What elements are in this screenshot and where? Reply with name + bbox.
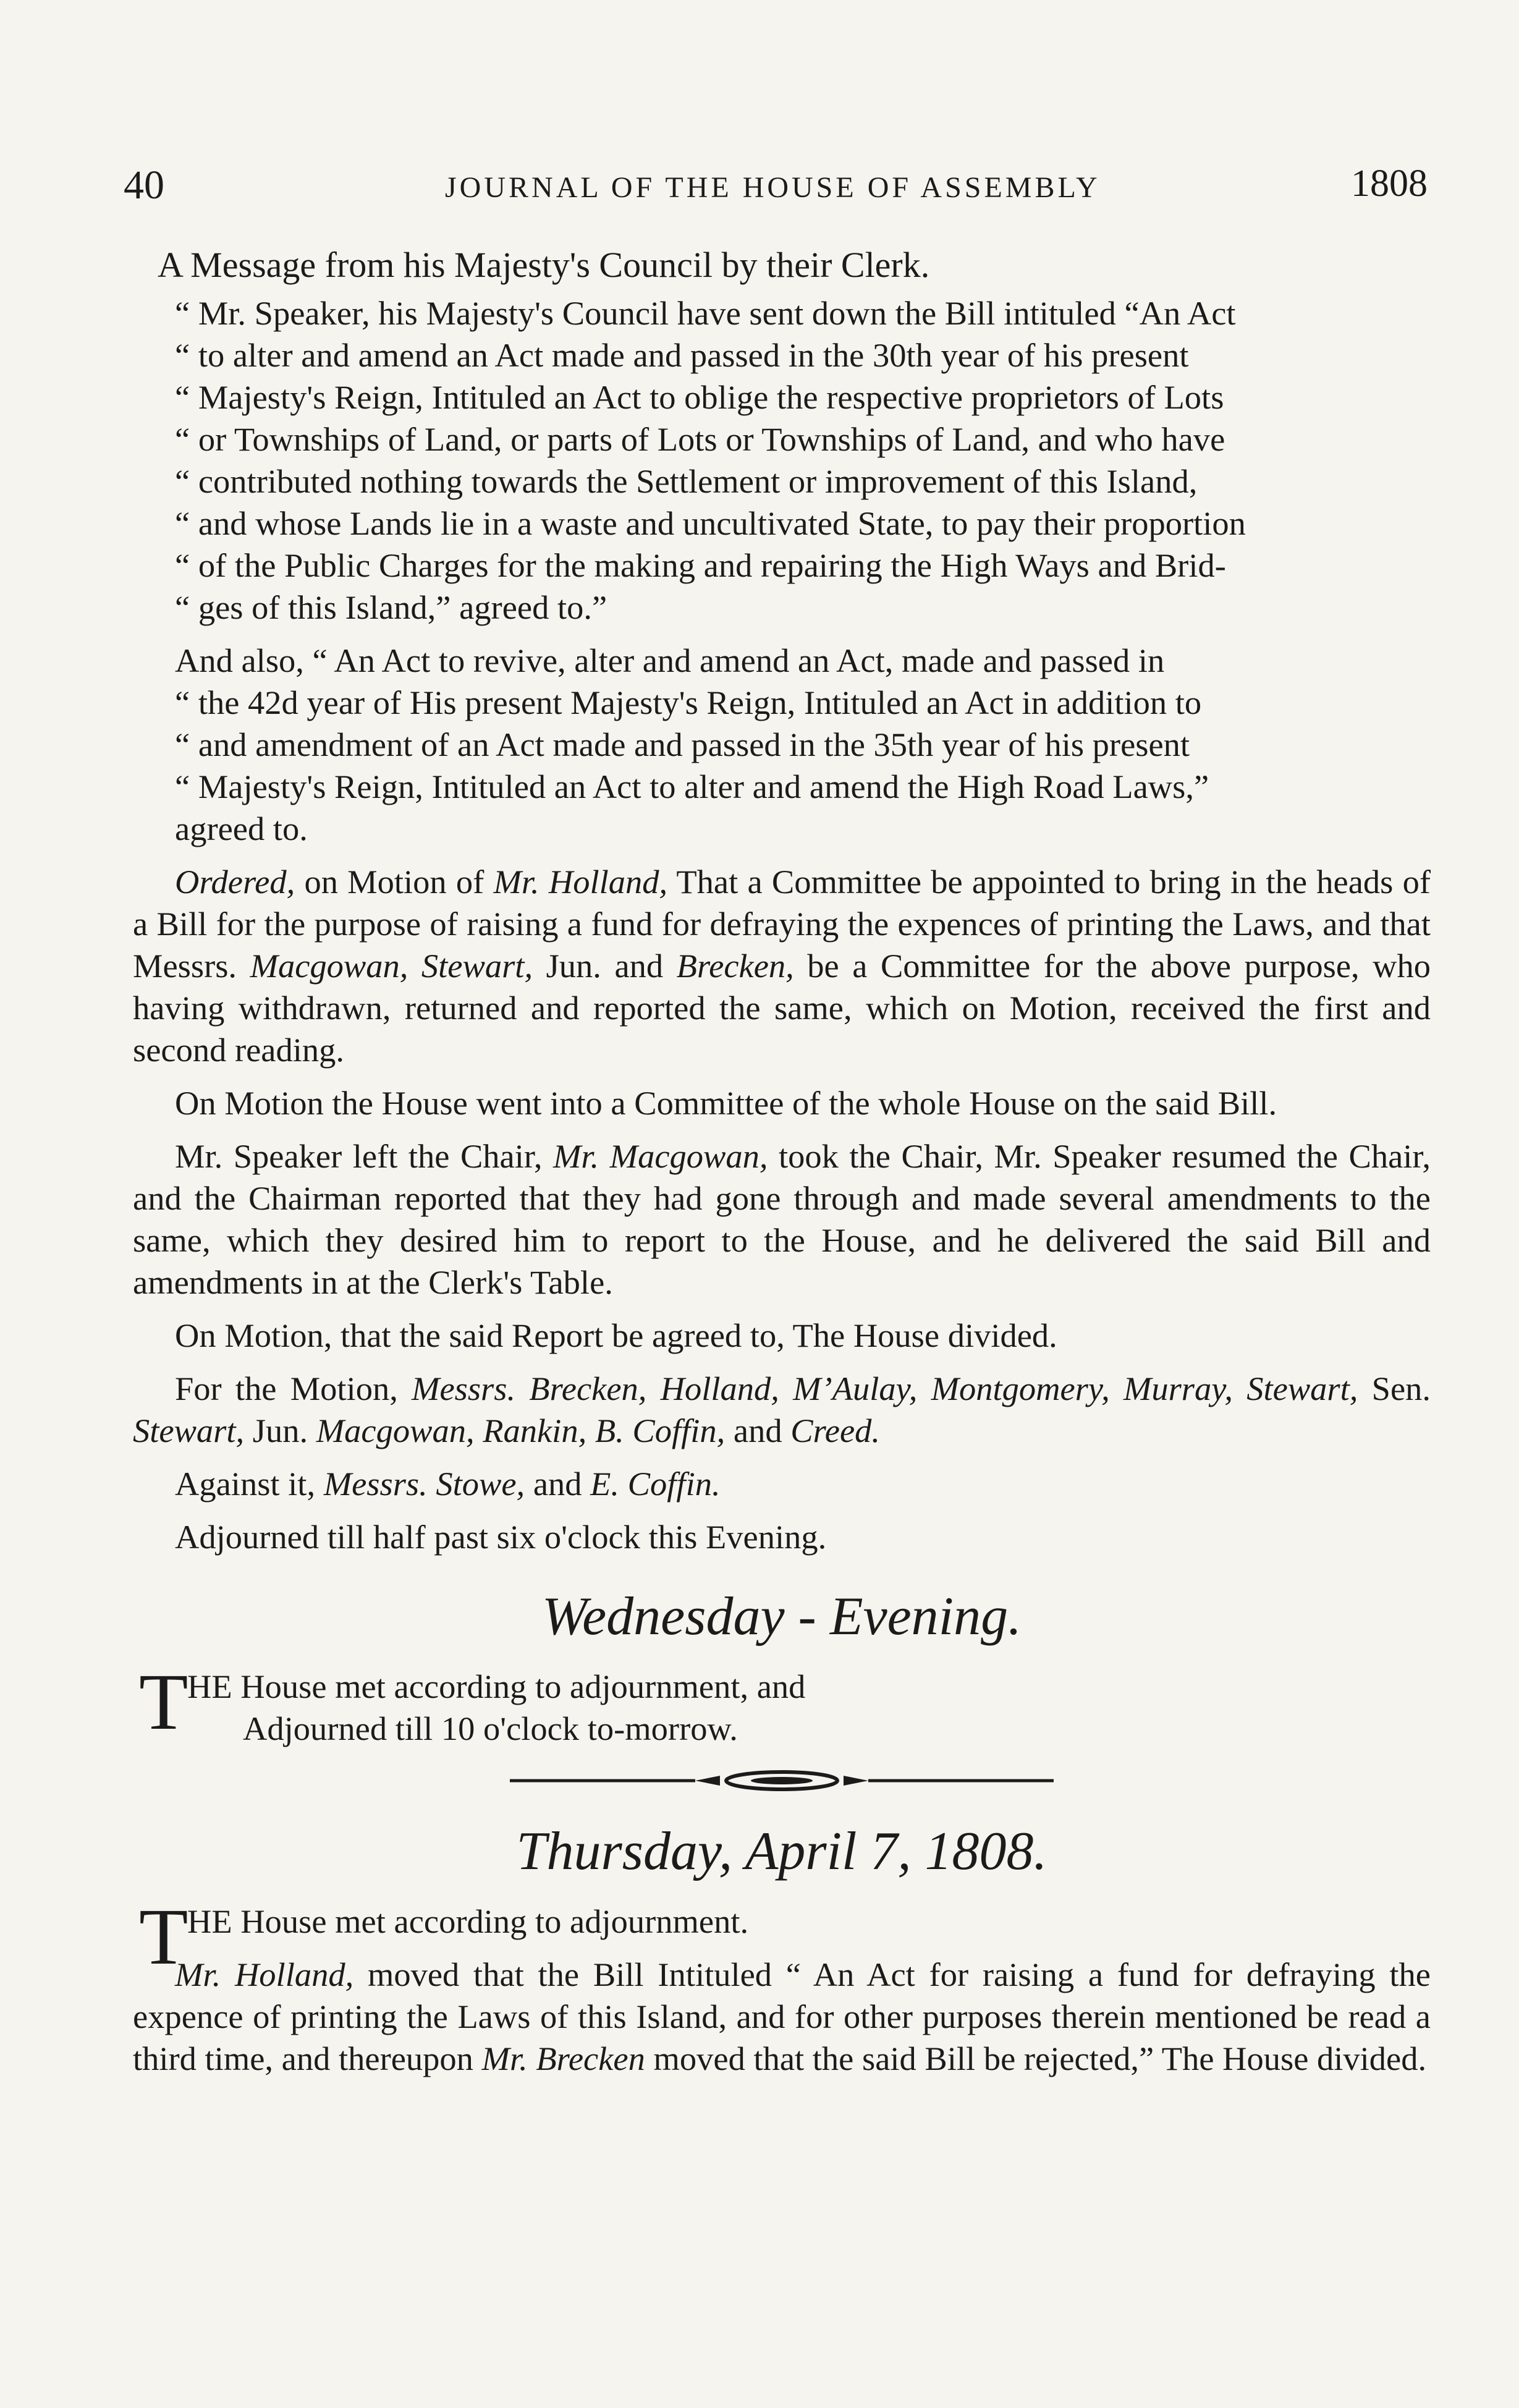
ordered-text: That a Committee be appointed to bring in the heads of a Bill for the purpose of raising a fund for defraying the expences of printing the Laws, and that Messrs.	[133, 863, 1431, 985]
holland-motion-paragraph	[133, 1954, 1431, 2080]
motion-text: moved that the Bill Intituled “ An Act for raising a fund for defraying the expence of printing the Laws of this Island, and for other purposes therein mentioned be read a third time, and thereupon	[133, 1956, 1431, 2077]
ordered-text: Jun. and	[533, 947, 677, 985]
page-header	[124, 162, 1428, 211]
also-line: “ the 42d year of His present Majesty's Reign, Intituled an Act in addition to	[175, 684, 1202, 721]
adjourned-paragraph: Adjourned till half past six o'clock this Evening.	[175, 1518, 827, 1556]
quote-line: “ or Townships of Land, or parts of Lots or Townships of Land, and who have	[175, 420, 1225, 458]
quote-line: “ and whose Lands lie in a waste and uncultivated State, to pay their proportion	[175, 504, 1246, 542]
committee-names: Brecken,	[676, 947, 794, 985]
message-heading: A Message from his Majesty's Council by their Clerk.	[158, 245, 930, 285]
member-names: E. Coffin.	[590, 1465, 721, 1503]
header-year: 1808	[1351, 163, 1428, 205]
ornament-divider	[510, 1768, 1054, 1793]
entry-line: HE House met according to adjournment, and	[187, 1668, 806, 1705]
ordered-text: on Motion of	[295, 863, 494, 901]
body-text	[133, 244, 1431, 2091]
also-line: agreed to.	[175, 810, 308, 847]
wednesday-entry	[133, 1658, 1431, 1750]
member-names: Messrs. Brecken, Holland, M’Aulay, Montgomery, Murray, Stewart,	[412, 1370, 1358, 1407]
committee-names: Macgowan, Stewart,	[250, 947, 533, 985]
speaker-text: Mr. Speaker left the Chair,	[175, 1137, 553, 1175]
for-motion-paragraph	[133, 1368, 1431, 1452]
chairman-name: Mr. Macgowan,	[552, 1137, 768, 1175]
speaker-text: took the Chair, Mr. Speaker resumed the Chair, and the Chairman reported that they had gone through and made several amendments to the same, which they desired him to report to the House, and he delivered the said Bill and amendments in at the Clerk's Table.	[133, 1137, 1431, 1301]
running-title: JOURNAL OF THE HOUSE OF ASSEMBLY	[445, 171, 1101, 204]
page-number: 40	[124, 163, 164, 208]
also-line: “ and amendment of an Act made and passed in the 35th year of his present	[175, 726, 1190, 763]
against-text: and	[525, 1465, 591, 1503]
ordered-text: be a Committee for the above purpose, who having withdrawn, returned and reported the same, which on Motion, received the first and second reading.	[133, 947, 1431, 1069]
wednesday-heading: Wednesday - Evening.	[541, 1587, 1022, 1647]
also-line: And also, “ An Act to revive, alter and amend an Act, made and passed in	[175, 642, 1165, 679]
entry-line: Adjourned till 10 o'clock to-morrow.	[243, 1710, 738, 1747]
quote-line: “ Majesty's Reign, Intituled an Act to oblige the respective proprietors of Lots	[175, 378, 1224, 416]
mover-name: Mr. Holland,	[175, 1956, 354, 1993]
drop-capital: T	[139, 1658, 188, 1747]
quote-line: “ to alter and amend an Act made and passed in the 30th year of his present	[175, 336, 1189, 374]
mover-name: Mr. Brecken	[481, 2040, 645, 2077]
committee-paragraph: On Motion the House went into a Committee of the whole House on the said Bill.	[175, 1084, 1277, 1122]
entry-line: HE House met according to adjournment.	[187, 1902, 749, 1940]
mover-name: Mr. Holland,	[493, 863, 668, 901]
ordered-paragraph	[133, 861, 1431, 1071]
for-text: Jun.	[244, 1412, 316, 1449]
quote-line: “ Mr. Speaker, his Majesty's Council have sent down the Bill intituled “An Act	[175, 294, 1236, 332]
also-line: “ Majesty's Reign, Intituled an Act to alter and amend the High Road Laws,”	[175, 768, 1209, 805]
drop-capital: T	[139, 1893, 188, 1982]
for-text: Sen.	[1358, 1370, 1431, 1407]
member-names: Macgowan, Rankin, B. Coffin,	[316, 1412, 726, 1449]
thursday-heading: Thursday, April 7, 1808.	[516, 1821, 1047, 1881]
member-names: Messrs. Stowe,	[323, 1465, 525, 1503]
against-paragraph	[133, 1463, 1431, 1505]
quote-line: “ ges of this Island,” agreed to.”	[175, 588, 607, 626]
for-text: For the Motion,	[175, 1370, 412, 1407]
quote-line: “ of the Public Charges for the making and repairing the High Ways and Brid-	[175, 546, 1226, 584]
division-paragraph: On Motion, that the said Report be agreed to, The House divided.	[175, 1316, 1057, 1354]
also-act-paragraph	[133, 640, 1431, 850]
member-names: Creed.	[790, 1412, 881, 1449]
quote-line: “ contributed nothing towards the Settlement or improvement of this Island,	[175, 462, 1198, 500]
motion-text: moved that the said Bill be rejected,” The House divided.	[645, 2040, 1427, 2077]
member-names: Stewart,	[133, 1412, 245, 1449]
against-text: Against it,	[175, 1465, 324, 1503]
for-text: and	[725, 1412, 791, 1449]
speaker-paragraph	[133, 1135, 1431, 1304]
ordered-lead: Ordered,	[175, 863, 295, 901]
council-message-quote	[133, 292, 1431, 629]
